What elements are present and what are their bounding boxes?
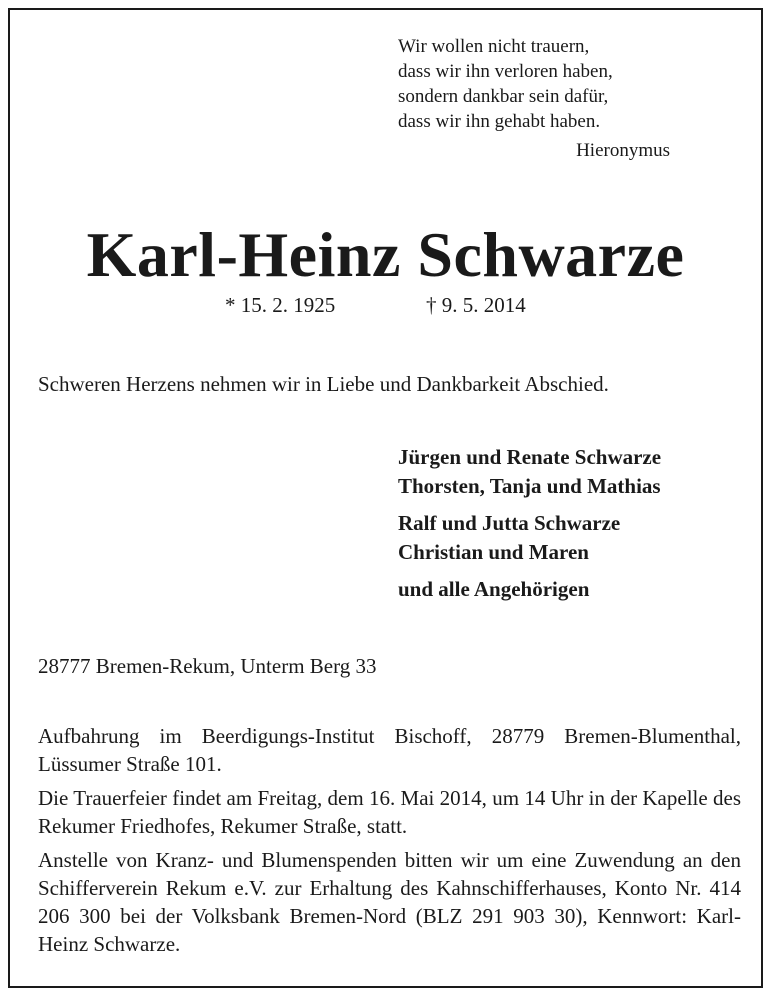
mourners-list [398,443,661,612]
mourner-address: 28777 Bremen-Rekum, Unterm Berg 33 [38,654,377,678]
quote-line: dass wir ihn verloren haben, [398,61,613,82]
ceremony-notice: Die Trauerfeier findet am Freitag, dem 16. Mai 2014, um 14 Uhr in der Kapelle des Rekumer Friedhofes, Rekumer Straße, statt. [38,786,741,838]
mourners-group [398,443,661,501]
mourner-line: Ralf und Jutta Schwarze [398,511,621,535]
viewing-notice: Aufbahrung im Beerdigungs-Institut Bischoff, 28779 Bremen-Blumenthal, Lüssumer Straße 101. [38,724,741,776]
mourner-line: Thorsten, Tanja und Mathias [398,474,661,498]
quote-line: dass wir ihn gehabt haben. [398,111,601,132]
mourners-group [398,509,661,567]
farewell-text: Schweren Herzens nehmen wir in Liebe und Dankbarkeit Abschied. [38,372,609,396]
quote-author: Hieronymus [576,140,670,161]
mourner-line: und alle Angehörigen [398,577,590,601]
birth-date: * 15. 2. 1925 [225,293,336,317]
obituary-notice [8,8,763,988]
quote-line: Wir wollen nicht trauern, [398,36,590,57]
donation-notice: Anstelle von Kranz- und Blumenspenden bitten wir um eine Zuwendung an den Schifferverein Rekum e.V. zur Erhaltung des Kahnschifferhauses, Konto Nr. 414 206 300 bei der Volksbank Bremen-Nord (BLZ 291 903 30), Kennwort: Karl-Heinz Schwarze. [38,848,741,956]
funeral-notices [38,722,741,964]
mourner-line: Christian und Maren [398,540,589,564]
mourners-group [398,575,661,604]
quote-line: sondern dankbar sein dafür, [398,86,609,107]
mourner-line: Jürgen und Renate Schwarze [398,445,662,469]
deceased-name: Karl-Heinz Schwarze [86,219,685,290]
memorial-quote [398,34,718,163]
death-date: † 9. 5. 2014 [426,293,526,317]
